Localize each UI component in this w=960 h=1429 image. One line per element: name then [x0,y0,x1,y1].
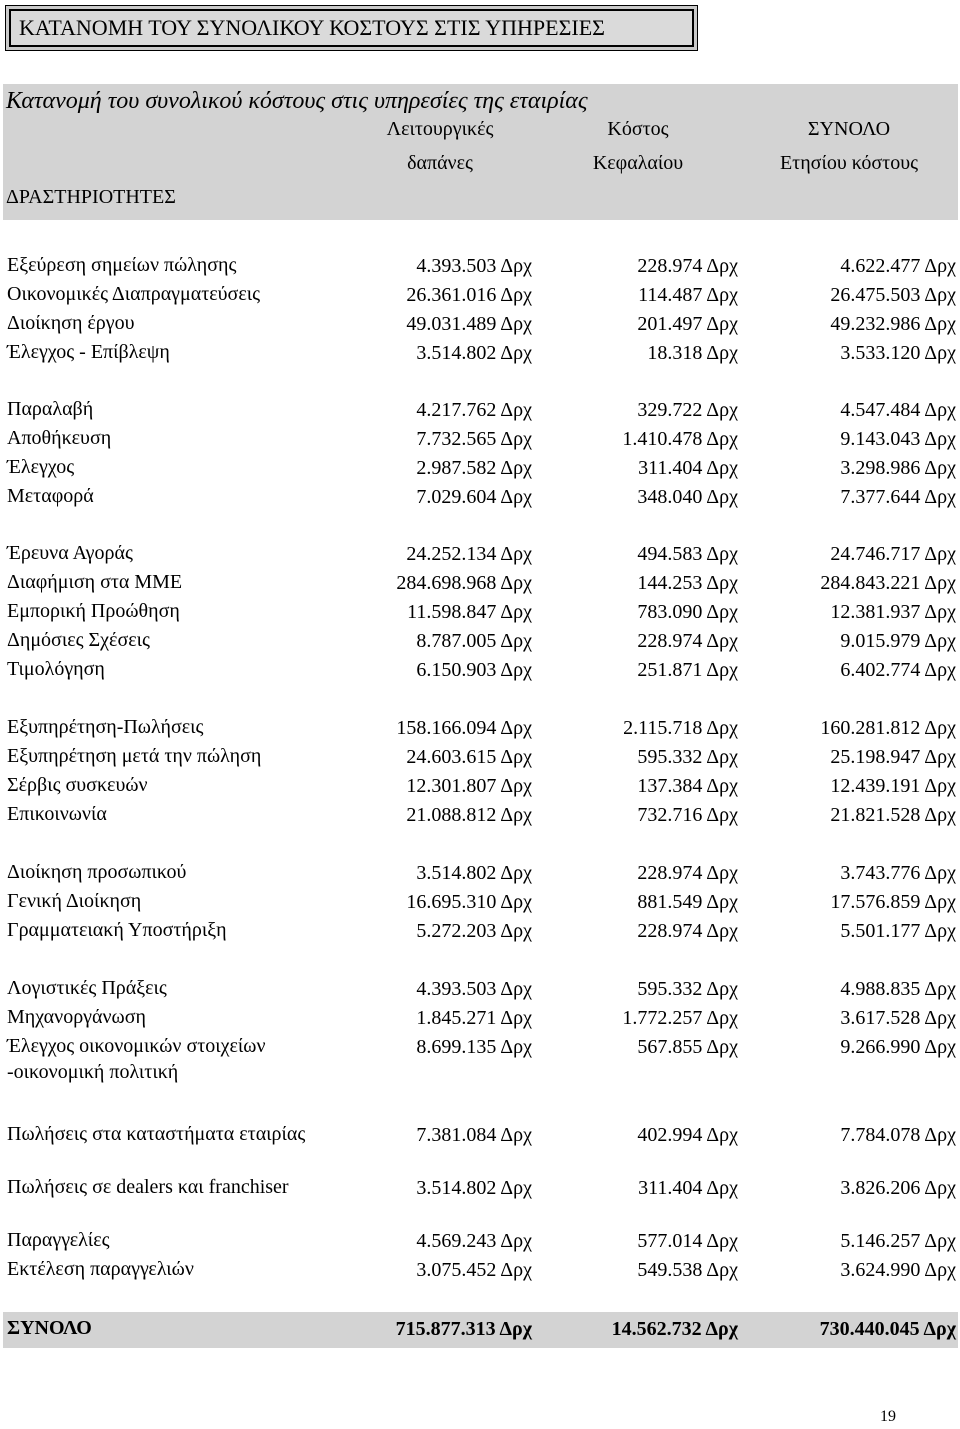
capital-cost-cell: 329.722 Δρχ [637,399,738,421]
table-row [0,888,960,917]
capital-cost-cell: 144.253 Δρχ [637,572,738,594]
annual-cost-cell: 3.743.776 Δρχ [840,862,956,884]
operating-costs-cell: 4.569.243 Δρχ [416,1230,532,1252]
capital-cost-cell: 783.090 Δρχ [637,601,738,623]
table-row [0,1121,960,1150]
table-row [0,714,960,743]
annual-cost-cell: 7.784.078 Δρχ [840,1124,956,1146]
annual-cost-cell: 49.232.986 Δρχ [830,313,956,335]
annual-cost-cell: 25.198.947 Δρχ [830,746,956,768]
table-row [0,396,960,425]
total-label: ΣΥΝΟΛΟ [7,1317,92,1339]
activity-label: Αποθήκευση [7,427,112,449]
capital-cost-cell: 114.487 Δρχ [638,284,738,306]
operating-costs-cell: 1.845.271 Δρχ [416,1007,532,1029]
operating-costs-cell: 8.699.135 Δρχ [416,1036,532,1058]
total-annual-cost: 730.440.045 Δρχ [819,1318,956,1340]
annual-cost-cell: 9.015.979 Δρχ [840,630,956,652]
annual-cost-cell: 12.381.937 Δρχ [830,601,956,623]
operating-costs-cell: 284.698.968 Δρχ [396,572,532,594]
table-row [0,627,960,656]
operating-costs-cell: 158.166.094 Δρχ [396,717,532,739]
operating-costs-cell: 3.514.802 Δρχ [416,342,532,364]
capital-cost-cell: 577.014 Δρχ [637,1230,738,1252]
annual-cost-cell: 284.843.221 Δρχ [820,572,956,594]
table-row [0,569,960,598]
capital-cost-cell: 137.384 Δρχ [637,775,738,797]
capital-cost-cell: 251.871 Δρχ [637,659,738,681]
page-number: 19 [880,1408,896,1425]
annual-cost-cell: 5.501.177 Δρχ [840,920,956,942]
operating-costs-cell: 3.514.802 Δρχ [416,862,532,884]
capital-cost-cell: 732.716 Δρχ [637,804,738,826]
total-operating-costs: 715.877.313 Δρχ [395,1318,532,1340]
table-row [0,281,960,310]
table-row [0,483,960,512]
annual-cost-cell: 17.576.859 Δρχ [830,891,956,913]
operating-costs-cell: 4.217.762 Δρχ [416,399,532,421]
activity-label: Έλεγχος - Επίβλεψη [7,341,170,363]
table-row [0,743,960,772]
activity-label: Έλεγχος [7,456,75,478]
activity-label: Τιμολόγηση [7,658,105,680]
table-row [0,1227,960,1256]
activity-label: Διοίκηση έργου [7,312,135,334]
annual-cost-cell: 9.266.990 Δρχ [840,1036,956,1058]
operating-costs-cell: 5.272.203 Δρχ [416,920,532,942]
annual-cost-cell: 4.622.477 Δρχ [840,255,956,277]
operating-costs-cell: 24.252.134 Δρχ [406,543,532,565]
activity-label: Έρευνα Αγοράς [7,542,133,564]
operating-costs-cell: 49.031.489 Δρχ [406,313,532,335]
operating-costs-cell: 24.603.615 Δρχ [406,746,532,768]
capital-cost-cell: 2.115.718 Δρχ [623,717,738,739]
activity-label: Εμπορική Προώθηση [7,600,180,622]
total-row [0,1315,960,1344]
activity-label: Γραμματειακή Υποστήριξη [7,919,227,941]
operating-costs-cell: 6.150.903 Δρχ [416,659,532,681]
annual-cost-cell: 9.143.043 Δρχ [840,428,956,450]
capital-cost-cell: 549.538 Δρχ [637,1259,738,1281]
activity-label: Διοίκηση προσωπικού [7,861,187,883]
page-title: ΚΑΤΑΝΟΜΗ ΤΟΥ ΣΥΝΟΛΙΚΟΥ ΚΟΣΤΟΥΣ ΣΤΙΣ ΥΠΗΡΕΣΙΕΣ [9,9,694,47]
column-operating-costs-line2: δαπάνες [407,152,473,174]
annual-cost-cell: 24.746.717 Δρχ [830,543,956,565]
capital-cost-cell: 311.404 Δρχ [638,1177,738,1199]
operating-costs-cell: 16.695.310 Δρχ [406,891,532,913]
activities-header: ΔΡΑΣΤΗΡΙΟΤΗΤΕΣ [6,186,176,208]
activity-label: Διαφήμιση στα ΜΜΕ [7,571,183,593]
capital-cost-cell: 567.855 Δρχ [637,1036,738,1058]
activity-label: Εξεύρεση σημείων πώλησης [7,254,237,276]
activity-label: Παραγγελίες [7,1229,110,1251]
total-capital-cost: 14.562.732 Δρχ [611,1318,738,1340]
capital-cost-cell: 1.772.257 Δρχ [622,1007,738,1029]
column-capital-cost-line1: Κόστος [607,118,669,140]
table-row [0,454,960,483]
activity-label: Εξυπηρέτηση-Πωλήσεις [7,716,204,738]
capital-cost-cell: 228.974 Δρχ [637,255,738,277]
operating-costs-cell: 3.514.802 Δρχ [416,1177,532,1199]
annual-cost-cell: 3.617.528 Δρχ [840,1007,956,1029]
activity-label: Πωλήσεις σε dealers και franchiser [7,1176,289,1198]
table-row [0,540,960,569]
operating-costs-cell: 21.088.812 Δρχ [406,804,532,826]
capital-cost-cell: 494.583 Δρχ [637,543,738,565]
annual-cost-cell: 4.988.835 Δρχ [840,978,956,1000]
table-row [0,598,960,627]
operating-costs-cell: 7.029.604 Δρχ [416,486,532,508]
page-title-box [5,5,698,51]
column-total-line2: Ετησίου κόστους [779,152,919,174]
column-total-line1: ΣΥΝΟΛΟ [807,118,891,140]
activity-label: Σέρβις συσκευών [7,774,148,796]
annual-cost-cell: 5.146.257 Δρχ [840,1230,956,1252]
annual-cost-cell: 3.826.206 Δρχ [840,1177,956,1199]
activity-label: Μεταφορά [7,485,94,507]
table-row [0,1256,960,1285]
activity-label: Λογιστικές Πράξεις [7,977,167,999]
capital-cost-cell: 881.549 Δρχ [637,891,738,913]
capital-cost-cell: 228.974 Δρχ [637,920,738,942]
operating-costs-cell: 2.987.582 Δρχ [416,457,532,479]
operating-costs-cell: 7.381.084 Δρχ [416,1124,532,1146]
table-row [0,859,960,888]
table-row [0,339,960,368]
operating-costs-cell: 4.393.503 Δρχ [416,255,532,277]
operating-costs-cell: 3.075.452 Δρχ [416,1259,532,1281]
column-capital-cost-line2: Κεφαλαίου [592,152,684,174]
capital-cost-cell: 402.994 Δρχ [637,1124,738,1146]
table-title: Κατανομή του συνολικού κόστους στις υπηρεσίες της εταιρίας [6,88,588,114]
annual-cost-cell: 160.281.812 Δρχ [820,717,956,739]
activity-label: Πωλήσεις στα καταστήματα εταιρίας [7,1123,306,1145]
table-row [0,772,960,801]
annual-cost-cell: 3.624.990 Δρχ [840,1259,956,1281]
capital-cost-cell: 18.318 Δρχ [647,342,738,364]
operating-costs-cell: 12.301.807 Δρχ [406,775,532,797]
table-row [0,656,960,685]
table-row [0,975,960,1004]
annual-cost-cell: 12.439.191 Δρχ [830,775,956,797]
capital-cost-cell: 201.497 Δρχ [637,313,738,335]
activity-label: Έλεγχος οικονομικών στοιχείων -οικονομική πολιτική [7,1035,266,1083]
annual-cost-cell: 26.475.503 Δρχ [830,284,956,306]
operating-costs-cell: 11.598.847 Δρχ [407,601,532,623]
operating-costs-cell: 8.787.005 Δρχ [416,630,532,652]
activity-label: Μηχανοργάνωση [7,1006,146,1028]
table-row [0,917,960,946]
activity-label: Επικοινωνία [7,803,107,825]
annual-cost-cell: 6.402.774 Δρχ [840,659,956,681]
activity-label: Εκτέλεση παραγγελιών [7,1258,194,1280]
table-row [0,252,960,281]
activity-label: Γενική Διοίκηση [7,890,142,912]
activity-label: Οικονομικές Διαπραγματεύσεις [7,283,261,305]
capital-cost-cell: 311.404 Δρχ [638,457,738,479]
annual-cost-cell: 3.533.120 Δρχ [840,342,956,364]
capital-cost-cell: 595.332 Δρχ [637,978,738,1000]
capital-cost-cell: 1.410.478 Δρχ [622,428,738,450]
capital-cost-cell: 348.040 Δρχ [637,486,738,508]
column-operating-costs-line1: Λειτουργικές [386,118,494,140]
operating-costs-cell: 4.393.503 Δρχ [416,978,532,1000]
operating-costs-cell: 7.732.565 Δρχ [416,428,532,450]
activity-label: Εξυπηρέτηση μετά την πώληση [7,745,262,767]
table-row [0,1004,960,1033]
table-row [0,310,960,339]
capital-cost-cell: 228.974 Δρχ [637,862,738,884]
activity-label: Παραλαβή [7,398,94,420]
annual-cost-cell: 7.377.644 Δρχ [840,486,956,508]
annual-cost-cell: 3.298.986 Δρχ [840,457,956,479]
table-row [0,1174,960,1203]
annual-cost-cell: 21.821.528 Δρχ [830,804,956,826]
capital-cost-cell: 228.974 Δρχ [637,630,738,652]
table-row [0,425,960,454]
table-row [0,801,960,830]
table-row [0,1033,960,1083]
capital-cost-cell: 595.332 Δρχ [637,746,738,768]
activity-label: Δημόσιες Σχέσεις [7,629,150,651]
operating-costs-cell: 26.361.016 Δρχ [406,284,532,306]
annual-cost-cell: 4.547.484 Δρχ [840,399,956,421]
